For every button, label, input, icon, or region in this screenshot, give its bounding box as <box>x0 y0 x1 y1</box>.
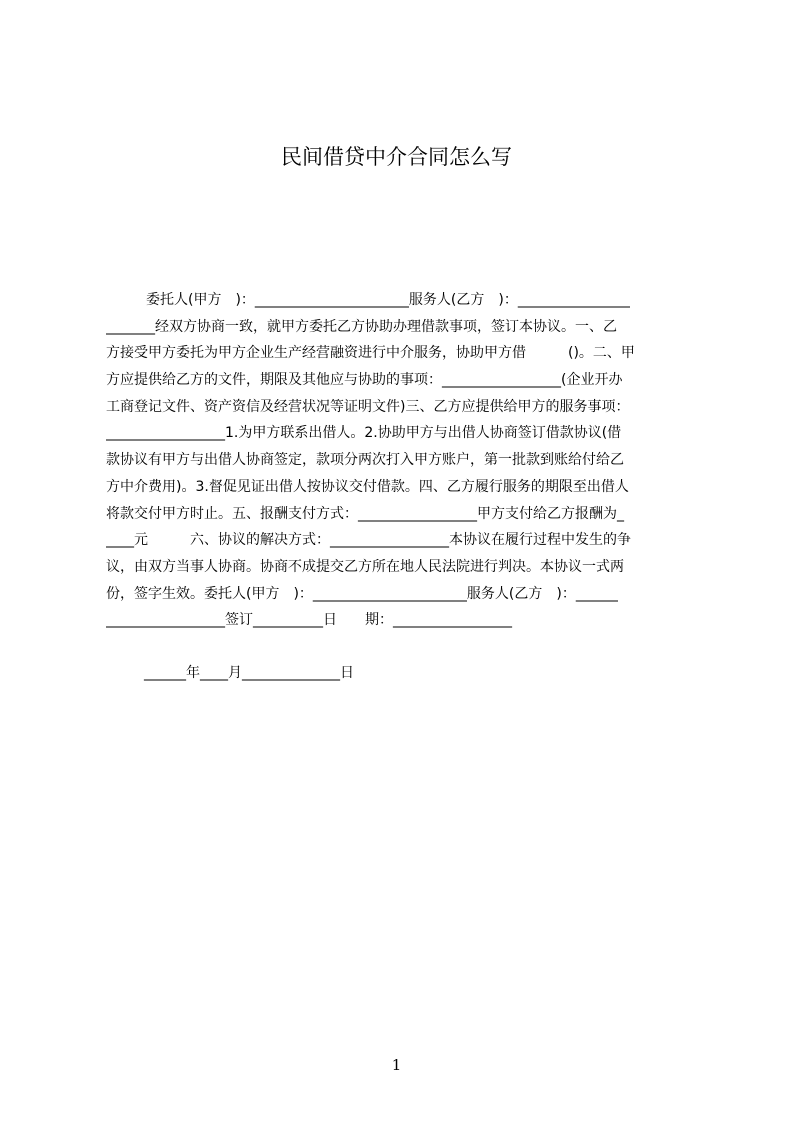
body-line: _______经双方协商一致，就甲方委托乙方协助办理借款事项，签订本协议。一、乙 <box>106 318 617 335</box>
contract-body <box>106 287 700 631</box>
body-line: 方接受甲方委托为甲方企业生产经营融资进行中介服务，协助甲方借 ()。二、甲 <box>106 345 635 362</box>
body-line: 方中介费用)。3.督促见证出借人按协议交付借款。四、乙方履行服务的期限至出借人 <box>106 478 629 495</box>
body-line: 工商登记文件、资产资信及经营状况等证明文件)三、乙方应提供给甲方的服务事项： <box>106 398 630 415</box>
body-line: 议，由双方当事人协商。协商不成提交乙方所在地人民法院进行判决。本协议一式两 <box>106 558 624 575</box>
body-line: 款协议有甲方与出借人协商签定，款项分两次打入甲方账户，第一批款到账给付给乙 <box>106 452 624 469</box>
date-line: ______年____月______________日 <box>144 665 354 681</box>
body-line: ____元 六、协议的解决方式：_________________本协议在履行过程中发生的争 <box>106 532 631 549</box>
body-line: _________________签订__________日 期：_________________ <box>106 612 512 629</box>
body-line: 份，签字生效。委托人(甲方 )：______________________服务人(乙方 )：______ <box>106 585 618 602</box>
document-title: 民间借贷中介合同怎么写 <box>281 145 512 169</box>
body-line: 委托人(甲方 )：______________________服务人(乙方 )：________________ <box>146 292 630 308</box>
body-line: _________________1.为甲方联系出借人。2.协助甲方与出借人协商签订借款协议(借 <box>106 425 622 442</box>
body-line: 将款交付甲方时止。五、报酬支付方式：_________________甲方支付给乙方报酬为_ <box>106 505 624 522</box>
page-number: 1 <box>391 1056 402 1074</box>
body-line: 方应提供给乙方的文件，期限及其他应与协助的事项：_________________(企业开办 <box>106 372 623 389</box>
